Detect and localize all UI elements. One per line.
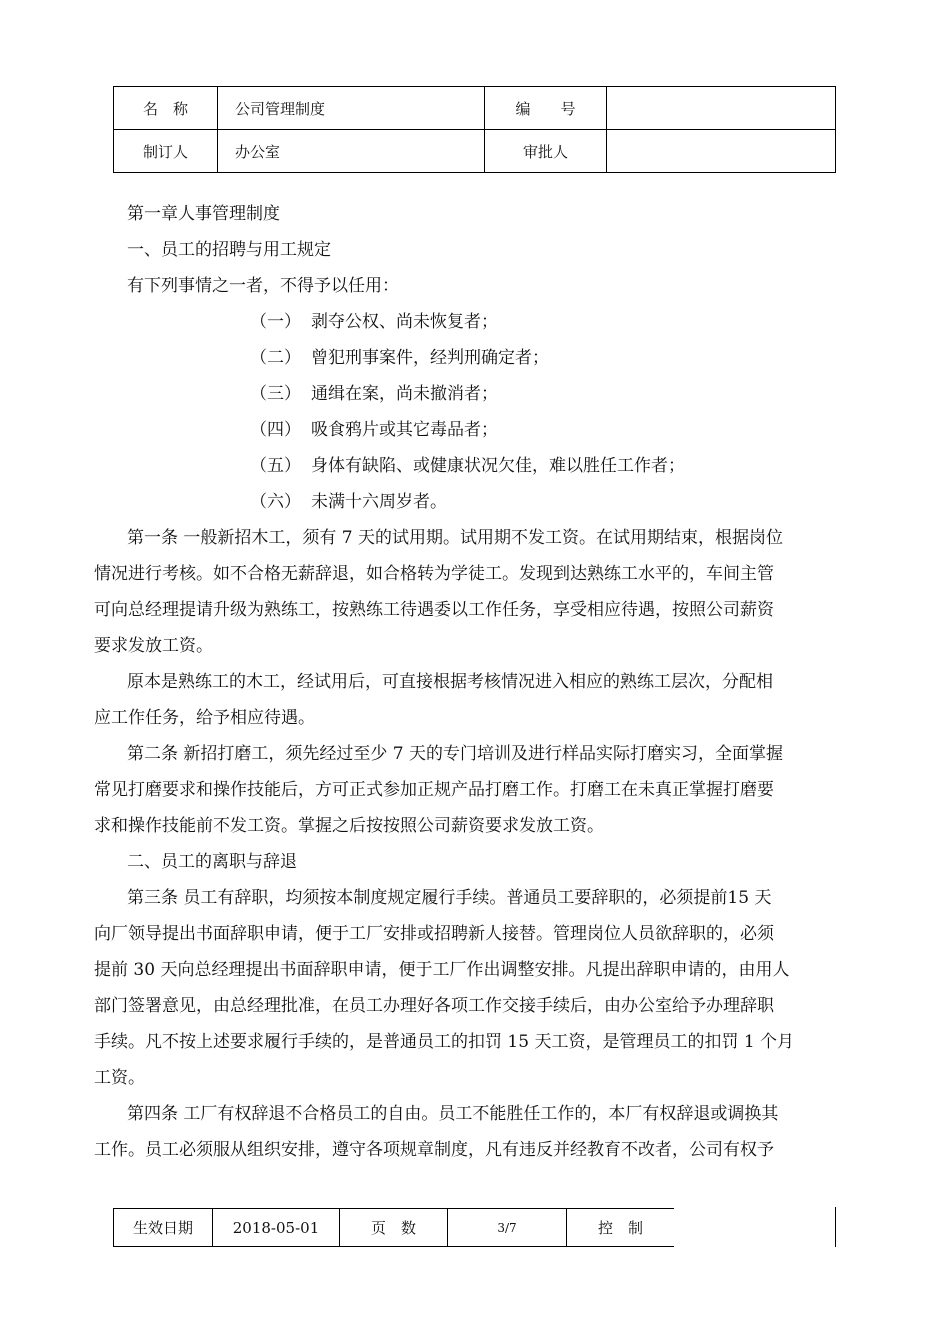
article-1b-line: 应工作任务，给予相应待遇。 xyxy=(94,708,315,728)
article-1-line: 要求发放工资。 xyxy=(94,636,213,656)
list-item-text: 曾犯刑事案件，经判刑确定者； xyxy=(311,348,549,368)
page-count-value: 3/7 xyxy=(448,1209,567,1247)
article-4-line: 第四条 工厂有权辞退不合格员工的自由。员工不能胜任工作的，本厂有权辞退或调换其 xyxy=(127,1104,779,1124)
article-1 xyxy=(94,520,827,664)
list-item xyxy=(127,448,827,484)
article-3-line: 工资。 xyxy=(94,1068,145,1088)
page-count-label: 页 数 xyxy=(340,1209,448,1247)
document-body xyxy=(94,196,827,1168)
section1-title: 一、员工的招聘与用工规定 xyxy=(127,240,331,260)
article-3-line: 手续。凡不按上述要求履行手续的，是普通员工的扣罚 15 天工资，是管理员工的扣罚 1 个月 xyxy=(94,1032,795,1052)
intro-text: 有下列事情之一者，不得予以任用： xyxy=(127,276,399,296)
list-item xyxy=(127,340,827,376)
article-2-line: 常见打磨要求和操作技能后，方可正式参加正规产品打磨工作。打磨工在未真正掌握打磨要 xyxy=(94,780,774,800)
article-3-line: 部门签署意见，由总经理批准，在员工办理好各项工作交接手续后，由办公室给予办理辞职 xyxy=(94,996,774,1016)
article-1-line: 可向总经理提请升级为熟练工，按熟练工待遇委以工作任务，享受相应待遇，按照公司薪资 xyxy=(94,600,774,620)
article-3 xyxy=(94,880,827,1096)
author-label: 制订人 xyxy=(114,130,218,173)
article-1-continued xyxy=(94,664,827,736)
section2-title: 二、员工的离职与辞退 xyxy=(127,852,297,872)
article-3-line: 提前 30 天向总经理提出书面辞职申请，便于工厂作出调整安排。凡提出辞职申请的，由用人 xyxy=(94,960,790,980)
list-item xyxy=(127,484,827,520)
document-footer-table xyxy=(113,1208,674,1247)
list-item-number: （六） xyxy=(250,492,301,512)
name-value: 公司管理制度 xyxy=(218,87,485,130)
list-item xyxy=(127,376,827,412)
document-header-table xyxy=(113,86,836,173)
approver-value xyxy=(607,130,836,173)
list-item-text: 身体有缺陷、或健康状况欠佳，难以胜任工作者； xyxy=(311,456,685,476)
header-row-2 xyxy=(114,130,836,173)
article-3-line: 第三条 员工有辞职，均须按本制度规定履行手续。普通员工要辞职的，必须提前15 天 xyxy=(127,888,772,908)
list-item-text: 通缉在案，尚未撤消者； xyxy=(311,384,498,404)
list-item-text: 剥夺公权、尚未恢复者； xyxy=(311,312,498,332)
control-label: 控 制 xyxy=(567,1209,675,1247)
footer-row xyxy=(114,1209,675,1247)
article-4 xyxy=(94,1096,827,1168)
article-3-line: 向厂领导提出书面辞职申请，便于工厂安排或招聘新人接替。管理岗位人员欲辞职的，必须 xyxy=(94,924,774,944)
author-value: 办公室 xyxy=(218,130,485,173)
effective-date-label: 生效日期 xyxy=(114,1209,213,1247)
article-1-line: 情况进行考核。如不合格无薪辞退，如合格转为学徒工。发现到达熟练工水平的，车间主管 xyxy=(94,564,774,584)
list-item-number: （五） xyxy=(250,456,301,476)
list-item-number: （四） xyxy=(250,420,301,440)
article-1b-line: 原本是熟练工的木工，经试用后，可直接根据考核情况进入相应的熟练工层次，分配相 xyxy=(127,672,773,692)
article-4-line: 工作。员工必须服从组织安排，遵守各项规章制度，凡有违反并经教育不改者，公司有权予 xyxy=(94,1140,774,1160)
list-item xyxy=(127,412,827,448)
list-item-number: （一） xyxy=(250,312,301,332)
article-2-line: 第二条 新招打磨工，须先经过至少 7 天的专门培训及进行样品实际打磨实习，全面掌握 xyxy=(127,744,784,764)
number-label: 编 号 xyxy=(485,87,607,130)
list-item-text: 未满十六周岁者。 xyxy=(311,492,447,512)
number-value xyxy=(607,87,836,130)
list-item-number: （三） xyxy=(250,384,301,404)
article-1-line: 第一条 一般新招木工，须有 7 天的试用期。试用期不发工资。在试用期结束，根据岗位 xyxy=(127,528,784,548)
list-item xyxy=(127,304,827,340)
name-label: 名 称 xyxy=(114,87,218,130)
header-row-1 xyxy=(114,87,836,130)
list-item-text: 吸食鸦片或其它毒品者； xyxy=(311,420,498,440)
article-2-line: 求和操作技能前不发工资。掌握之后按按照公司薪资要求发放工资。 xyxy=(94,816,604,836)
approver-label: 审批人 xyxy=(485,130,607,173)
effective-date-value: 2018-05-01 xyxy=(213,1209,340,1247)
article-2 xyxy=(94,736,827,844)
chapter-title: 第一章人事管理制度 xyxy=(127,204,280,224)
list-item-number: （二） xyxy=(250,348,301,368)
footer-border-line xyxy=(835,1207,836,1247)
